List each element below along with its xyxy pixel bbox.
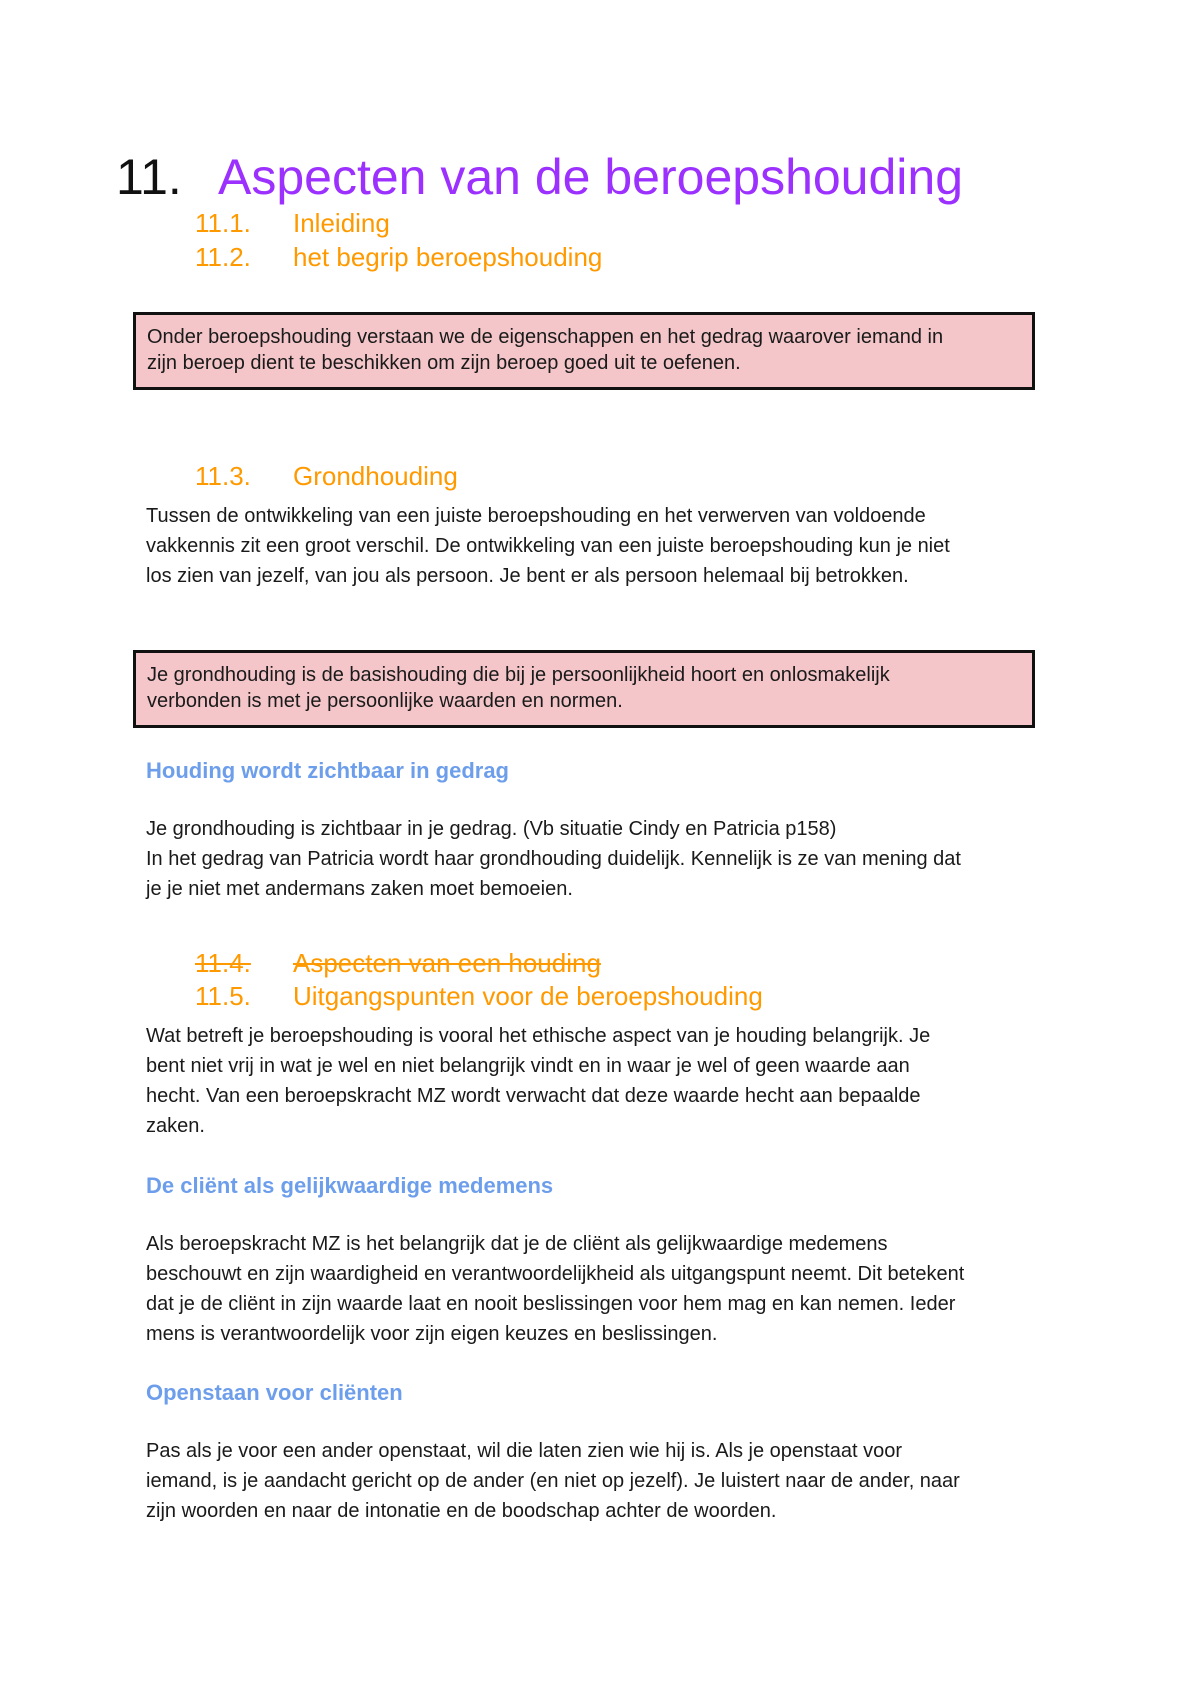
- definition-box-grondhouding: [133, 650, 1035, 728]
- paragraph-line: hecht. Van een beroepskracht MZ wordt verwacht dat deze waarde hecht aan bepaalde: [146, 1085, 921, 1107]
- chapter-number: 11.: [116, 149, 182, 205]
- paragraph-line: Je grondhouding is zichtbaar in je gedrag. (Vb situatie Cindy en Patricia p158): [146, 818, 837, 840]
- paragraph-line: Tussen de ontwikkeling van een juiste beroepshouding en het verwerven van voldoende: [146, 505, 926, 527]
- box-line: verbonden is met je persoonlijke waarden en normen.: [147, 690, 623, 712]
- section-number-11-2: 11.2.: [195, 242, 251, 272]
- subheading-client-gelijkwaardig: De cliënt als gelijkwaardige medemens: [146, 1173, 554, 1198]
- paragraph-line: Wat betreft je beroepshouding is vooral het ethische aspect van je houding belangrijk. Je: [146, 1025, 931, 1047]
- paragraph-line: zijn woorden en naar de intonatie en de boodschap achter de woorden.: [146, 1500, 777, 1522]
- paragraph-houding-zichtbaar: [146, 814, 1076, 904]
- paragraph-grondhouding: [146, 501, 1076, 591]
- paragraph-line: beschouwt en zijn waardigheid en verantwoordelijkheid als uitgangspunt neemt. Dit betekent: [146, 1263, 965, 1285]
- paragraph-line: Als beroepskracht MZ is het belangrijk dat je de cliënt als gelijkwaardige medemens: [146, 1233, 888, 1255]
- section-title-begrip-beroepshouding: het begrip beroepshouding: [293, 242, 603, 272]
- paragraph-uitgangspunten: [146, 1021, 1076, 1141]
- section-title-inleiding: Inleiding: [293, 208, 390, 238]
- section-title-aspecten-houding: Aspecten van een houding: [293, 948, 601, 978]
- paragraph-line: Pas als je voor een ander openstaat, wil die laten zien wie hij is. Als je openstaat voor: [146, 1440, 902, 1462]
- paragraph-line: zaken.: [146, 1115, 205, 1137]
- section-number-11-3: 11.3.: [195, 461, 251, 491]
- paragraph-line: vakkennis zit een groot verschil. De ontwikkeling van een juiste beroepshouding kun je niet: [146, 535, 950, 557]
- paragraph-openstaan: [146, 1436, 1076, 1526]
- paragraph-line: je je niet met andermans zaken moet bemoeien.: [146, 878, 573, 900]
- section-number-11-4: 11.4.: [195, 948, 251, 978]
- box-line: Je grondhouding is de basishouding die bij je persoonlijkheid hoort en onlosmakelijk: [147, 664, 890, 686]
- paragraph-line: In het gedrag van Patricia wordt haar grondhouding duidelijk. Kennelijk is ze van mening dat: [146, 848, 961, 870]
- box-line: Onder beroepshouding verstaan we de eigenschappen en het gedrag waarover iemand in: [147, 326, 944, 348]
- paragraph-line: los zien van jezelf, van jou als persoon. Je bent er als persoon helemaal bij betrokken.: [146, 565, 909, 587]
- subheading-houding-zichtbaar: Houding wordt zichtbaar in gedrag: [146, 758, 509, 783]
- subheading-openstaan: Openstaan voor cliënten: [146, 1380, 403, 1405]
- paragraph-client-gelijkwaardig: [146, 1229, 1076, 1349]
- section-title-uitgangspunten: Uitgangspunten voor de beroepshouding: [293, 981, 763, 1011]
- section-title-grondhouding: Grondhouding: [293, 461, 458, 491]
- definition-box-beroepshouding: [133, 312, 1035, 390]
- paragraph-line: dat je de cliënt in zijn waarde laat en nooit beslissingen voor hem mag en kan nemen. Ieder: [146, 1293, 956, 1315]
- section-number-11-5: 11.5.: [195, 981, 251, 1011]
- box-line: zijn beroep dient te beschikken om zijn beroep goed uit te oefenen.: [147, 352, 741, 374]
- paragraph-line: iemand, is je aandacht gericht op de ander (en niet op jezelf). Je luistert naar de ander, naar: [146, 1470, 960, 1492]
- paragraph-line: bent niet vrij in wat je wel en niet belangrijk vindt en in waar je wel of geen waarde aan: [146, 1055, 910, 1077]
- paragraph-line: mens is verantwoordelijk voor zijn eigen keuzes en beslissingen.: [146, 1323, 718, 1345]
- section-number-11-1: 11.1.: [195, 208, 251, 238]
- chapter-title: Aspecten van de beroepshouding: [218, 149, 964, 205]
